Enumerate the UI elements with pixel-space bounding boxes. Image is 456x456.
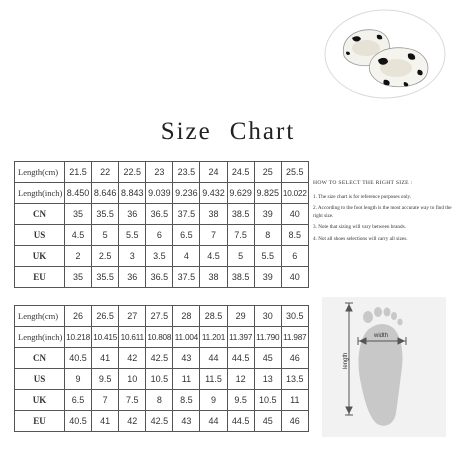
- table-cell: 42: [119, 348, 146, 369]
- table-cell: 42.5: [146, 411, 173, 432]
- table-cell: 11.201: [200, 327, 227, 348]
- table-cell: 43: [173, 348, 200, 369]
- table-cell: 12: [227, 369, 254, 390]
- table-cell: 41: [92, 411, 119, 432]
- row-header: CN: [15, 204, 65, 225]
- title-word-chart: Chart: [229, 118, 296, 145]
- table-cell: 8.5: [281, 225, 308, 246]
- table-row: [15, 204, 309, 225]
- row-header: UK: [15, 246, 65, 267]
- table-cell: 10.415: [92, 327, 119, 348]
- table-cell: 13.5: [281, 369, 308, 390]
- table-row: [15, 369, 309, 390]
- table-cell: 10.611: [119, 327, 146, 348]
- table-cell: 5: [227, 246, 254, 267]
- table-cell: 38: [200, 267, 227, 288]
- table-row: [15, 183, 309, 204]
- table-cell: 11: [281, 390, 308, 411]
- table-cell: 26.5: [92, 306, 119, 327]
- title-word-size: Size: [160, 118, 212, 145]
- table-row: [15, 225, 309, 246]
- table-cell: 22.5: [119, 162, 146, 183]
- table-cell: 44.5: [227, 348, 254, 369]
- table-cell: 11.004: [173, 327, 200, 348]
- size-table-small: [14, 161, 309, 288]
- table-cell: 9.5: [227, 390, 254, 411]
- table-cell: 8.646: [92, 183, 119, 204]
- table-cell: 44: [200, 411, 227, 432]
- table-cell: 36.5: [146, 267, 173, 288]
- table-cell: 8: [254, 225, 281, 246]
- table-cell: 3: [119, 246, 146, 267]
- row-header: Length(cm): [15, 306, 65, 327]
- table-cell: 9.629: [227, 183, 254, 204]
- table-cell: 10: [119, 369, 146, 390]
- foot-measure-diagram: [322, 297, 446, 437]
- table-cell: 4.5: [65, 225, 92, 246]
- table-cell: 36.5: [146, 204, 173, 225]
- table-cell: 8.450: [65, 183, 92, 204]
- table-cell: 35.5: [92, 267, 119, 288]
- table-cell: 42.5: [146, 348, 173, 369]
- table-cell: 29: [227, 306, 254, 327]
- table-cell: 5.5: [254, 246, 281, 267]
- table-cell: 7.5: [227, 225, 254, 246]
- table-cell: 40.5: [65, 348, 92, 369]
- table-cell: 10.218: [65, 327, 92, 348]
- how-to-title: HOW TO SELECT THE RIGHT SIZE :: [313, 180, 413, 186]
- table-cell: 9.039: [146, 183, 173, 204]
- table-row: [15, 390, 309, 411]
- table-cell: 39: [254, 267, 281, 288]
- table-cell: 7: [92, 390, 119, 411]
- table-cell: 24.5: [227, 162, 254, 183]
- table-cell: 37.5: [173, 267, 200, 288]
- table-cell: 9: [200, 390, 227, 411]
- table-cell: 23.5: [173, 162, 200, 183]
- row-header: Length(inch): [15, 327, 65, 348]
- table-cell: 11.790: [254, 327, 281, 348]
- table-cell: 45: [254, 348, 281, 369]
- table-cell: 4.5: [200, 246, 227, 267]
- table-cell: 24: [200, 162, 227, 183]
- row-header: CN: [15, 348, 65, 369]
- table-row: [15, 348, 309, 369]
- table-cell: 25.5: [281, 162, 308, 183]
- table-cell: 9.825: [254, 183, 281, 204]
- table-cell: 10.5: [146, 369, 173, 390]
- table-cell: 5.5: [119, 225, 146, 246]
- table-cell: 40: [281, 204, 308, 225]
- slippers-product-image: [322, 8, 448, 108]
- table-cell: 40: [281, 267, 308, 288]
- table-cell: 13: [254, 369, 281, 390]
- table-cell: 8.5: [173, 390, 200, 411]
- table-row: [15, 411, 309, 432]
- table-cell: 35: [65, 267, 92, 288]
- table-cell: 30: [254, 306, 281, 327]
- table-cell: 10.5: [254, 390, 281, 411]
- table-cell: 37.5: [173, 204, 200, 225]
- table-cell: 22: [92, 162, 119, 183]
- how-to-item: 3. Note that sizing will vary between brands.: [313, 224, 406, 231]
- slipper-front-icon: [369, 48, 428, 87]
- size-table-large: [14, 305, 309, 432]
- table-cell: 11: [173, 369, 200, 390]
- table-row: [15, 267, 309, 288]
- table-cell: 6: [146, 225, 173, 246]
- table-cell: 6.5: [173, 225, 200, 246]
- table-cell: 23: [146, 162, 173, 183]
- table-cell: 10.808: [146, 327, 173, 348]
- table-cell: 10.022: [281, 183, 308, 204]
- table-cell: 11.987: [281, 327, 308, 348]
- table-cell: 7: [200, 225, 227, 246]
- table-cell: 45: [254, 411, 281, 432]
- table-cell: 6: [281, 246, 308, 267]
- table-cell: 46: [281, 411, 308, 432]
- table-cell: 44.5: [227, 411, 254, 432]
- how-to-item: 4. Not all shoes selections will carry all sizes.: [313, 235, 408, 242]
- row-header: US: [15, 369, 65, 390]
- table-cell: 9.5: [92, 369, 119, 390]
- row-header: US: [15, 225, 65, 246]
- row-header: Length(cm): [15, 162, 65, 183]
- table-cell: 30.5: [281, 306, 308, 327]
- how-to-item: 1. The size chart is for reference purposes only.: [313, 193, 412, 200]
- page-title: [0, 118, 456, 146]
- row-header: EU: [15, 267, 65, 288]
- table-cell: 6.5: [65, 390, 92, 411]
- table-cell: 5: [92, 225, 119, 246]
- table-cell: 7.5: [119, 390, 146, 411]
- table-row: [15, 162, 309, 183]
- table-cell: 28: [173, 306, 200, 327]
- table-cell: 38: [200, 204, 227, 225]
- table-row: [15, 246, 309, 267]
- table-cell: 26: [65, 306, 92, 327]
- table-cell: 3.5: [146, 246, 173, 267]
- table-cell: 2: [65, 246, 92, 267]
- table-cell: 38.5: [227, 204, 254, 225]
- table-cell: 11.397: [227, 327, 254, 348]
- table-cell: 4: [173, 246, 200, 267]
- table-cell: 27: [119, 306, 146, 327]
- row-header: UK: [15, 390, 65, 411]
- table-cell: 36: [119, 267, 146, 288]
- table-cell: 8.843: [119, 183, 146, 204]
- table-row: [15, 327, 309, 348]
- table-cell: 43: [173, 411, 200, 432]
- table-cell: 44: [200, 348, 227, 369]
- table-cell: 35.5: [92, 204, 119, 225]
- table-cell: 36: [119, 204, 146, 225]
- table-cell: 38.5: [227, 267, 254, 288]
- foot-outline-icon: [322, 297, 446, 437]
- table-cell: 28.5: [200, 306, 227, 327]
- how-to-item: 2. According to the foot length is the most accurate way to find the right size.: [313, 205, 452, 219]
- table-cell: 11.5: [200, 369, 227, 390]
- table-cell: 9.432: [200, 183, 227, 204]
- how-to-select-panel: [313, 180, 453, 248]
- table-cell: 35: [65, 204, 92, 225]
- row-header: EU: [15, 411, 65, 432]
- table-cell: 46: [281, 348, 308, 369]
- table-cell: 25: [254, 162, 281, 183]
- table-cell: 39: [254, 204, 281, 225]
- table-cell: 2.5: [92, 246, 119, 267]
- width-label: width: [374, 333, 389, 339]
- table-cell: 40.5: [65, 411, 92, 432]
- table-cell: 21.5: [65, 162, 92, 183]
- table-cell: 27.5: [146, 306, 173, 327]
- length-label: length: [343, 352, 349, 369]
- table-cell: 42: [119, 411, 146, 432]
- table-row: [15, 306, 309, 327]
- table-cell: 41: [92, 348, 119, 369]
- row-header: Length(inch): [15, 183, 65, 204]
- table-cell: 8: [146, 390, 173, 411]
- table-cell: 9: [65, 369, 92, 390]
- table-cell: 9.236: [173, 183, 200, 204]
